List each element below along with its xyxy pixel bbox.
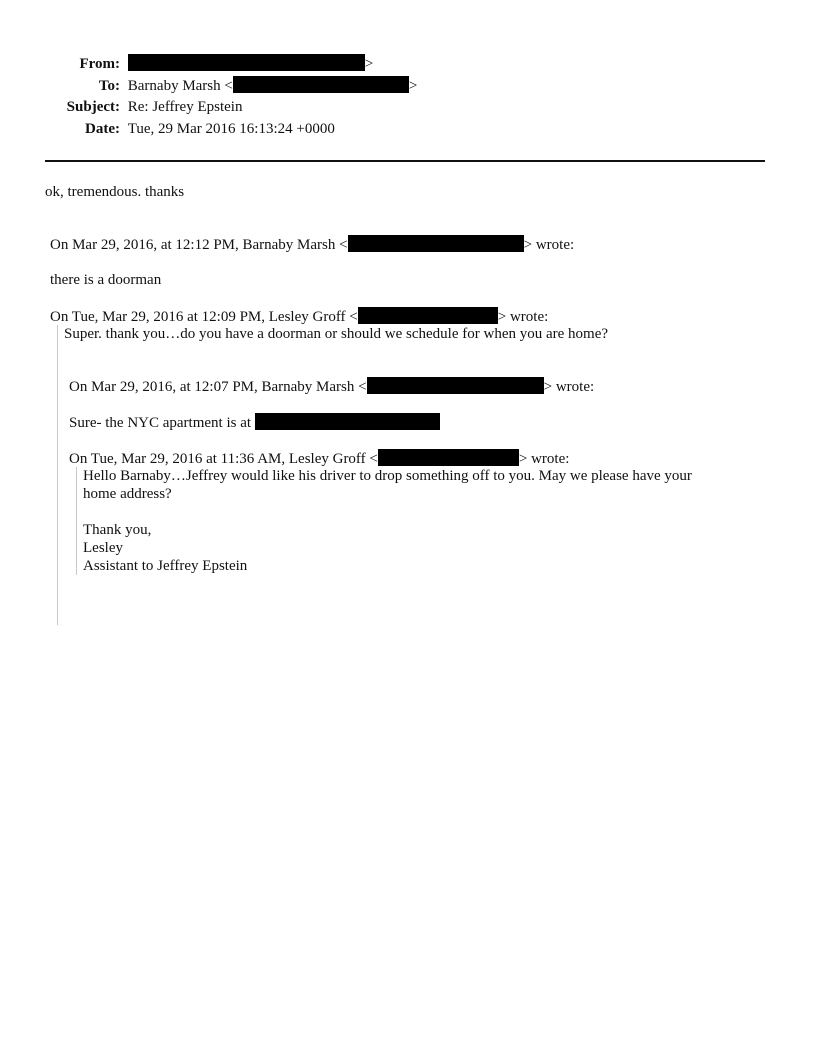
quote4-spacer xyxy=(83,503,763,521)
quote2-bar xyxy=(57,325,58,625)
quote2-attribution-prefix: On Tue, Mar 29, 2016 at 12:09 PM, Lesley Groff < xyxy=(50,309,358,325)
to-label: To: xyxy=(98,78,120,94)
quote4-line2: home address? xyxy=(83,486,172,502)
quote2-attribution xyxy=(50,307,548,326)
redacted-quote4-address xyxy=(378,449,519,466)
quote3-attribution-suffix: > wrote: xyxy=(543,379,595,395)
redacted-from-address xyxy=(128,54,365,71)
quote4-name: Lesley xyxy=(83,540,123,556)
quote4-signoff: Thank you, xyxy=(83,522,152,538)
header-to-row xyxy=(0,76,417,95)
to-suffix: > xyxy=(408,78,418,94)
quote4-body xyxy=(83,467,763,575)
quote1-attribution xyxy=(50,235,574,254)
quote3-attribution xyxy=(69,377,594,396)
header-from-row xyxy=(0,54,373,73)
subject-value: Re: Jeffrey Epstein xyxy=(127,99,243,115)
date-label: Date: xyxy=(85,121,120,137)
quote4-attribution-prefix: On Tue, Mar 29, 2016 at 11:36 AM, Lesley Groff < xyxy=(69,451,378,467)
to-value: Barnaby Marsh < xyxy=(127,78,233,94)
quote1-attribution-suffix: > wrote: xyxy=(523,237,575,253)
quote4-title: Assistant to Jeffrey Epstein xyxy=(83,558,248,574)
quote1-text: there is a doorman xyxy=(50,272,162,288)
quote2-text: Super. thank you…do you have a doorman or should we schedule for when you are home? xyxy=(64,326,609,342)
from-suffix: > xyxy=(364,56,374,72)
subject-label: Subject: xyxy=(66,99,120,115)
quote4-line1: Hello Barnaby…Jeffrey would like his driver to drop something off to you. May we please have your xyxy=(83,468,692,484)
quote3-attribution-prefix: On Mar 29, 2016, at 12:07 PM, Barnaby Marsh < xyxy=(69,379,367,395)
header-subject-row xyxy=(0,98,242,116)
quote3-text-prefix: Sure- the NYC apartment is at xyxy=(69,415,252,431)
redacted-quote2-address xyxy=(358,307,498,324)
redacted-apartment-address xyxy=(255,413,440,430)
redacted-to-address xyxy=(233,76,409,93)
quote4-attribution-suffix: > wrote: xyxy=(518,451,570,467)
date-value: Tue, 29 Mar 2016 16:13:24 +0000 xyxy=(127,121,335,137)
quote4-bar xyxy=(76,467,77,575)
quote1-attribution-prefix: On Mar 29, 2016, at 12:12 PM, Barnaby Marsh < xyxy=(50,237,348,253)
header-divider xyxy=(45,160,765,162)
quote2-attribution-suffix: > wrote: xyxy=(497,309,549,325)
quote3-text xyxy=(69,413,440,432)
header-date-row xyxy=(0,120,335,138)
redacted-quote1-address xyxy=(348,235,524,252)
from-label: From: xyxy=(79,56,120,72)
quote4-attribution xyxy=(69,449,569,468)
reply-text: ok, tremendous. thanks xyxy=(45,184,185,200)
redacted-quote3-address xyxy=(367,377,544,394)
